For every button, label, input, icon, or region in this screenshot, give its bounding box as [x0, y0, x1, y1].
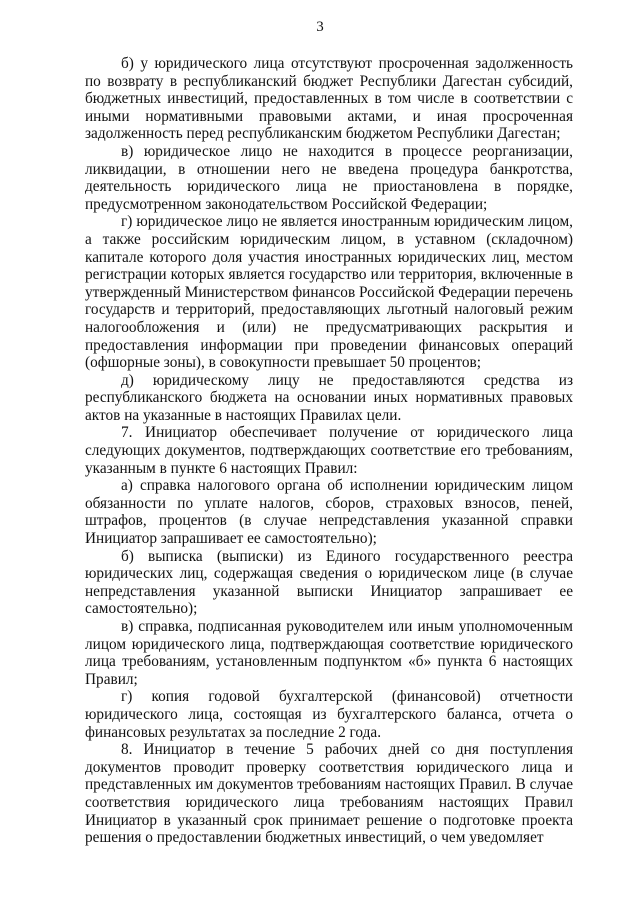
paragraph-6v: в) юридическое лицо не находится в процессе реорганизации, ликвидации, в отношении него не введена процедура банкротства, деятельность юридического лица не приостановлена в порядке, предусмотренном законодательством Российской Федерации;	[85, 142, 573, 213]
document-body	[85, 55, 573, 847]
paragraph-6g: г) юридическое лицо не является иностранным юридическим лицом, а также российским юридическим лицом, в уставном (складочном) капитале которого доля участия иностранных юридических лиц, местом регистрации которых является государство или территория, включенные в утвержденный Министерством финансов Российской Федерации перечень государств и территорий, предоставляющих льготный налоговый режим налогообложения и (или) не предусматривающих раскрытия и предоставления информации при проведении финансовых операций (офшорные зоны), в совокупности превышает 50 процентов;	[85, 213, 573, 372]
paragraph-7v: в) справка, подписанная руководителем или иным уполномоченным лицом юридического лица, подтверждающая соответствие юридического лица требованиям, установленным подпунктом «б» пункта 6 настоящих Правил;	[85, 618, 573, 688]
paragraph-7g: г) копия годовой бухгалтерской (финансовой) отчетности юридического лица, состоящая из бухгалтерского баланса, отчета о финансовых результатах за последние 2 года.	[85, 688, 573, 741]
page-number: 3	[316, 19, 324, 35]
paragraph-7: 7. Инициатор обеспечивает получение от юридического лица следующих документов, подтверждающих соответствие его требованиям, указанным в пункте 6 настоящих Правил:	[85, 424, 573, 477]
paragraph-7a: а) справка налогового органа об исполнении юридическим лицом обязанности по уплате налогов, сборов, страховых взносов, пеней, штрафов, процентов (в случае непредставления указанной справки Инициатор запрашивает ее самостоятельно);	[85, 477, 573, 548]
paragraph-7b: б) выписка (выписки) из Единого государственного реестра юридических лиц, содержащая сведения о юридическом лице (в случае непредставления указанной выписки Инициатор запрашивает ее самостоятельно);	[85, 547, 573, 618]
paragraph-6d: д) юридическому лицу не предоставляются средства из республиканского бюджета на основании иных нормативных правовых актов на указанные в настоящих Правилах цели.	[85, 371, 573, 424]
paragraph-8: 8. Инициатор в течение 5 рабочих дней со дня поступления документов проводит проверку соответствия юридического лица и представленных им документов требованиям настоящих Правил. В случае соответствия юридического лица требованиям настоящих Правил Инициатор в указанный срок принимает решение о подготовке проекта решения о предоставлении бюджетных инвестиций, о чем уведомляет	[85, 741, 573, 847]
paragraph-6b: б) у юридического лица отсутствуют просроченная задолженность по возврату в республиканский бюджет Республики Дагестан субсидий, бюджетных инвестиций, предоставленных в том числе в соответствии с иными нормативными правовыми актами, и иная просроченная задолженность перед республиканским бюджетом Республики Дагестан;	[85, 55, 573, 143]
